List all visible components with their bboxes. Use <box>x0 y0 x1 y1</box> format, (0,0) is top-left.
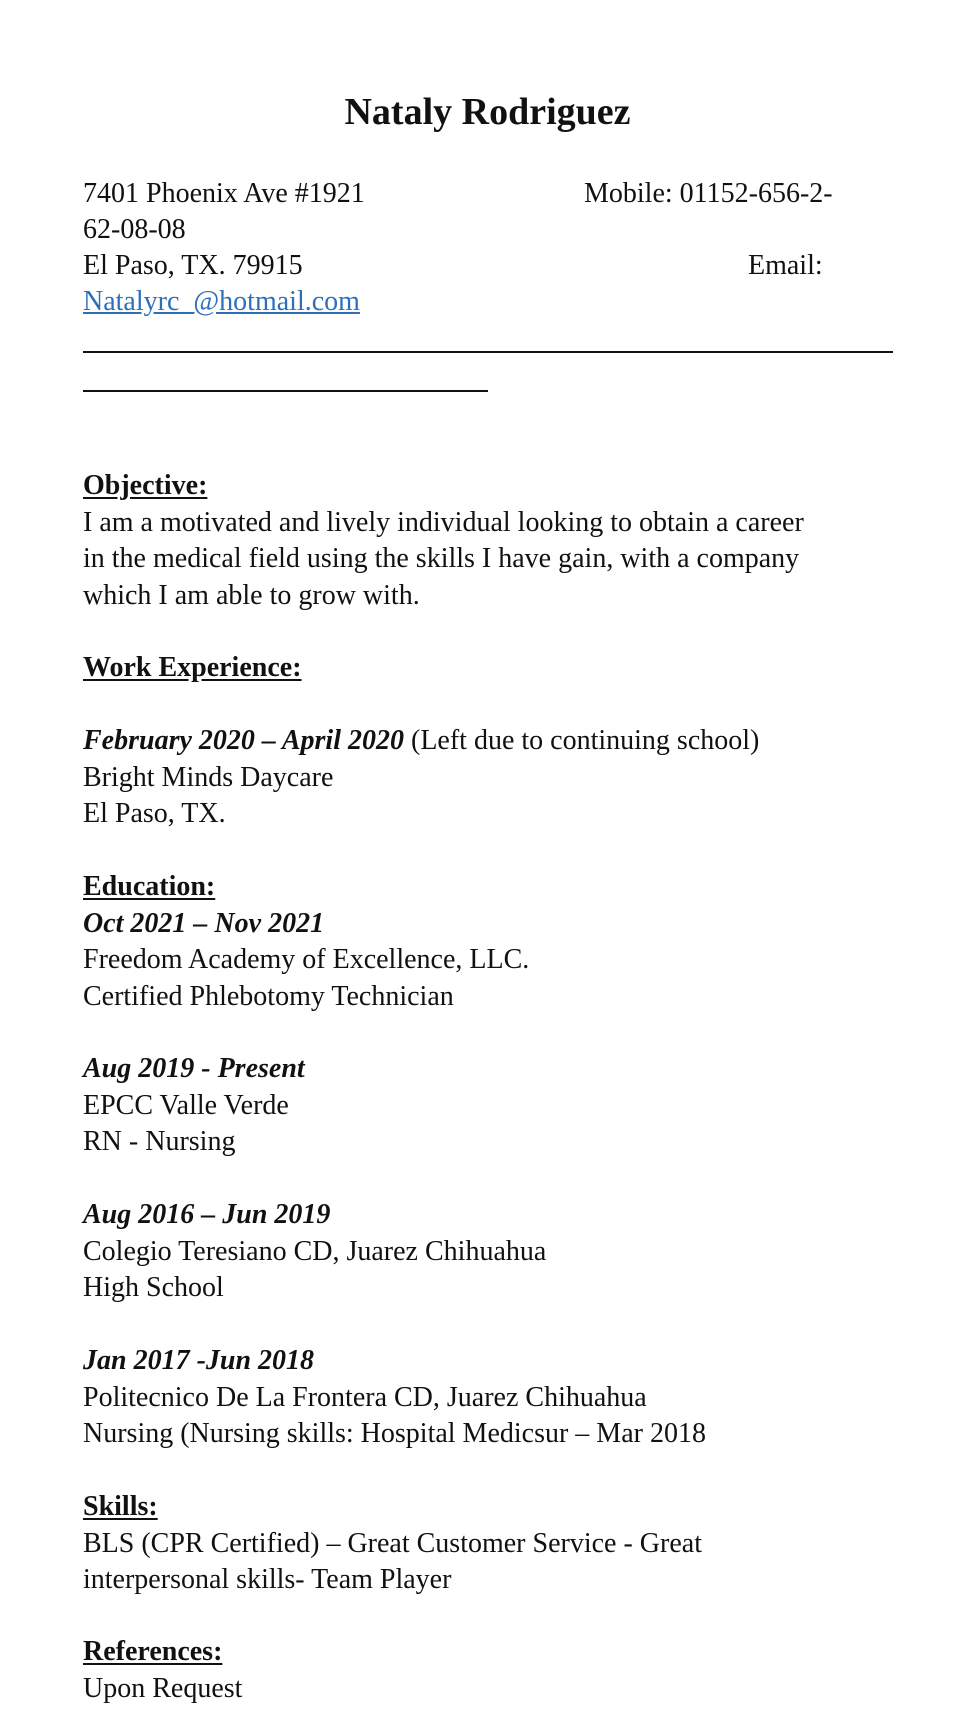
education-heading: Education: <box>83 871 216 902</box>
address-line-2: El Paso, TX. 79915 <box>83 250 303 281</box>
objective-text-line: I am a motivated and lively individual looking to obtain a career <box>83 506 804 538</box>
work-entry-employer: Bright Minds Daycare <box>83 761 334 793</box>
education-entry-program: RN - Nursing <box>83 1126 236 1157</box>
education-entry-dates: Jan 2017 -Jun 2018 <box>83 1345 315 1376</box>
education-entry-school: EPCC Valle Verde <box>83 1089 289 1121</box>
education-entry-dates: Aug 2016 – Jun 2019 <box>83 1199 331 1230</box>
education-section <box>83 869 903 1015</box>
education-entry-dates: Aug 2019 - Present <box>83 1053 305 1084</box>
references-text: Upon Request <box>83 1672 243 1704</box>
education-entry-school: Colegio Teresiano CD, Juarez Chihuahua <box>83 1235 547 1267</box>
education-entry-program: Certified Phlebotomy Technician <box>83 980 454 1012</box>
email-label: Email: <box>748 250 823 281</box>
education-entry-school: Politecnico De La Frontera CD, Juarez Chihuahua <box>83 1381 647 1413</box>
objective-text-line: in the medical field using the skills I have gain, with a company <box>83 543 800 574</box>
email-line <box>83 284 360 320</box>
education-entry-program: High School <box>83 1272 224 1303</box>
work-entry <box>83 723 903 833</box>
mobile-number-continued: 62-08-08 <box>83 214 186 245</box>
work-experience-section <box>83 650 903 687</box>
skills-text-line: interpersonal skills- Team Player <box>83 1564 452 1595</box>
work-entry-location: El Paso, TX. <box>83 798 226 829</box>
education-entry <box>83 1197 903 1307</box>
skills-text-line: BLS (CPR Certified) – Great Customer Service - Great <box>83 1527 702 1559</box>
education-entry <box>83 1343 903 1453</box>
work-entry-note: (Left due to continuing school) <box>404 725 760 756</box>
education-entry-program: Nursing (Nursing skills: Hospital Medicsur – Mar 2018 <box>83 1418 706 1449</box>
skills-heading: Skills: <box>83 1491 158 1522</box>
address-line-1: 7401 Phoenix Ave #1921 <box>83 178 365 209</box>
education-entry-school: Freedom Academy of Excellence, LLC. <box>83 944 530 975</box>
references-heading: References: <box>83 1636 223 1667</box>
mobile-number: Mobile: 01152-656-2- <box>584 178 833 209</box>
objective-section <box>83 468 903 614</box>
email-link[interactable]: Natalyrc_@hotmail.com <box>83 286 360 317</box>
education-entry-dates: Oct 2021 – Nov 2021 <box>83 907 325 939</box>
objective-text-line: which I am able to grow with. <box>83 579 420 611</box>
divider-line-short <box>83 390 488 392</box>
objective-heading: Objective: <box>83 470 208 501</box>
education-entry <box>83 1051 903 1161</box>
work-entry-dates: February 2020 – April 2020 <box>83 725 404 756</box>
references-section <box>83 1634 903 1707</box>
resume-name: Nataly Rodriguez <box>344 91 631 133</box>
work-entry-date-line <box>83 723 903 760</box>
divider-line <box>83 351 893 353</box>
skills-section <box>83 1489 903 1599</box>
work-experience-heading: Work Experience: <box>83 652 302 683</box>
